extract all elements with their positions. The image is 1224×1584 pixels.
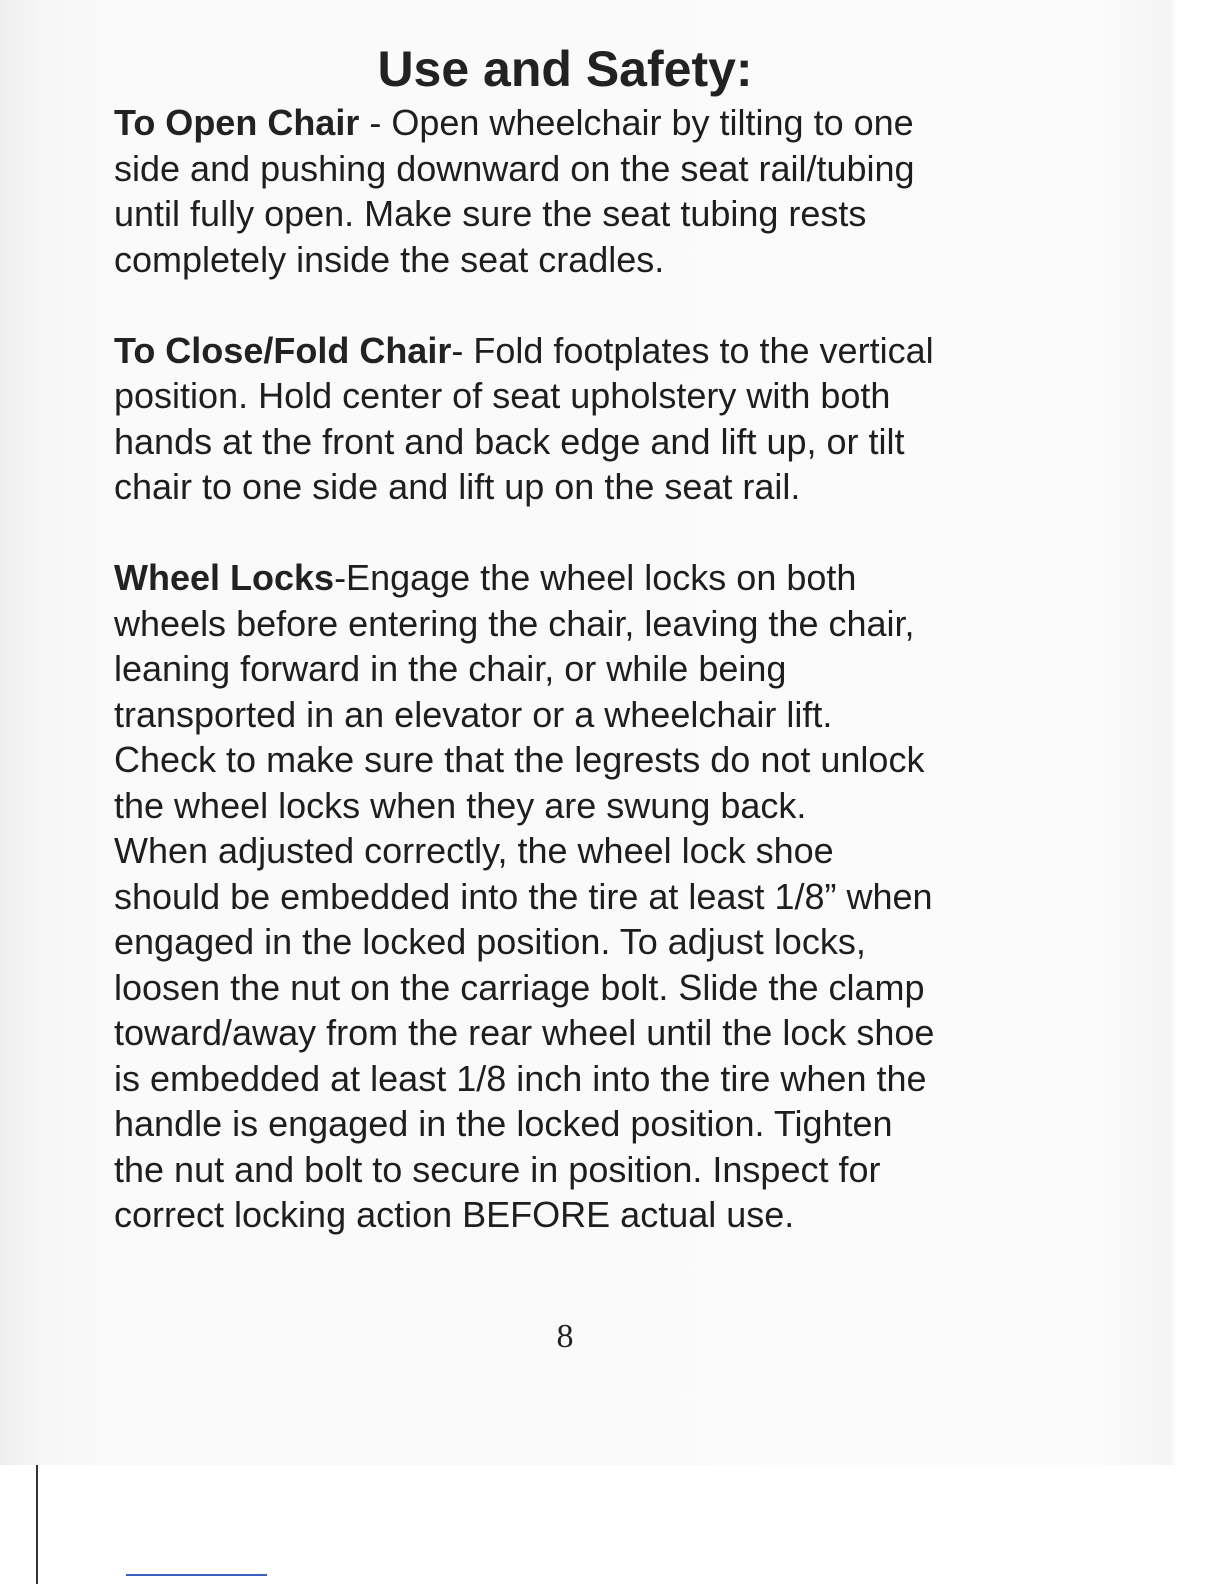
page-number: 8 <box>556 1318 574 1355</box>
text-line: -Engage the wheel locks on both <box>334 557 857 598</box>
text-line: toward/away from the rear wheel until the lock shoe <box>114 1012 935 1053</box>
text-line: Check to make sure that the legrests do not unlock <box>114 739 925 780</box>
text-line: completely inside the seat cradles. <box>114 238 665 280</box>
text-line: position. Hold center of seat upholstery with both <box>114 375 891 416</box>
text-line: the nut and bolt to secure in position. Inspect for <box>114 1148 881 1190</box>
text-line: until fully open. Make sure the seat tubing rests <box>114 193 867 234</box>
scan-edge-line <box>36 1465 38 1584</box>
text-line: wheels before entering the chair, leaving the chair, <box>114 602 915 644</box>
close-chair-section <box>114 328 1164 510</box>
text-line: transported in an elevator or a wheelchair lift. <box>114 693 833 735</box>
text-line: is embedded at least 1/8 inch into the tire when the <box>114 1057 927 1099</box>
page-content <box>114 100 1164 1238</box>
text-line: - Fold footplates to the vertical <box>451 329 934 371</box>
text-line: handle is engaged in the locked position. Tighten <box>114 1103 893 1144</box>
text-line: - Open wheelchair by tilting to one <box>359 102 914 143</box>
text-line: should be embedded into the tire at least 1/8” when <box>114 875 933 917</box>
open-chair-section <box>114 100 1164 282</box>
scan-artifact-line <box>126 1574 267 1576</box>
text-line: side and pushing downward on the seat rail/tubing <box>114 147 915 189</box>
close-chair-heading: To Close/Fold Chair <box>114 329 452 371</box>
wheel-locks-heading: Wheel Locks <box>114 557 335 598</box>
text-line: correct locking action BEFORE actual use. <box>114 1194 795 1235</box>
text-line: hands at the front and back edge and lift up, or tilt <box>114 420 905 462</box>
text-line: loosen the nut on the carriage bolt. Slide the clamp <box>114 966 925 1008</box>
text-line: chair to one side and lift up on the seat rail. <box>114 466 801 507</box>
text-line: leaning forward in the chair, or while being <box>114 648 787 689</box>
open-chair-heading: To Open Chair <box>114 102 360 143</box>
text-line: the wheel locks when they are swung back. <box>114 784 807 826</box>
text-line: When adjusted correctly, the wheel lock shoe <box>114 830 834 871</box>
text-line: engaged in the locked position. To adjust locks, <box>114 921 866 962</box>
page-title: Use and Safety: <box>377 41 753 97</box>
scan-bottom-margin <box>0 1465 1224 1584</box>
wheel-locks-section <box>114 555 1164 1238</box>
